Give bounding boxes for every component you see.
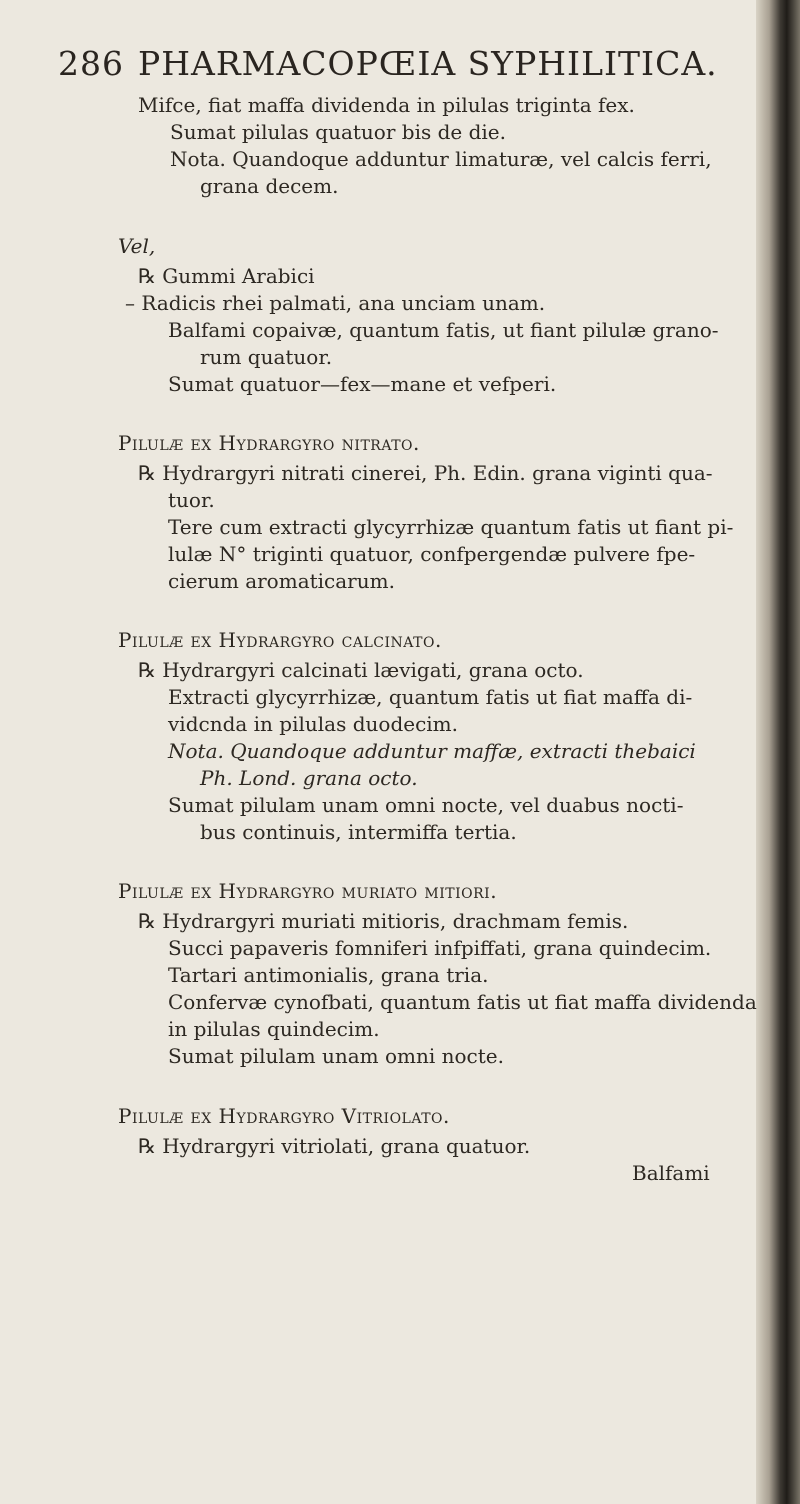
section-heading: Pilulæ ex Hydrargyro Vitriolato. (118, 1104, 450, 1128)
page-header (58, 44, 718, 83)
catchword: Balfami (632, 1161, 710, 1185)
page-number: 286 (58, 44, 124, 83)
text-line: Succi papaveris fomniferi infpiffati, grana quindecim. (168, 936, 712, 960)
text-line: ℞ Hydrargyri calcinati lævigati, grana octo. (138, 658, 584, 682)
running-title: PHARMACOPŒIA SYPHILITICA. (138, 44, 718, 83)
text-line: grana decem. (200, 174, 339, 198)
text-line: Balfami copaivæ, quantum fatis, ut fiant pilulæ grano- (168, 318, 719, 342)
text-line: Nota. Quandoque adduntur maffæ, extracti thebaici (168, 739, 696, 763)
text-line: Tere cum extracti glycyrrhizæ quantum fatis ut fiant pi- (168, 515, 734, 539)
text-line: Mifce, fiat maffa dividenda in pilulas triginta fex. (138, 93, 635, 117)
text-line: Sumat pilulam unam omni nocte, vel duabus nocti- (168, 793, 684, 817)
text-line: ℞ Gummi Arabici (138, 264, 315, 288)
text-line: in pilulas quindecim. (168, 1017, 380, 1041)
text-line: Sumat quatuor—fex—mane et vefperi. (168, 372, 557, 396)
text-line: Sumat pilulas quatuor bis de die. (170, 120, 506, 144)
text-line: ℞ Hydrargyri muriati mitioris, drachmam femis. (138, 909, 629, 933)
book-binding-edge (756, 0, 800, 1504)
text-line: tuor. (168, 488, 215, 512)
text-line: Ph. Lond. grana octo. (200, 766, 418, 790)
section-heading: Pilulæ ex Hydrargyro muriato mitiori. (118, 879, 498, 903)
text-line: Sumat pilulam unam omni nocte. (168, 1044, 504, 1068)
section-heading: Pilulæ ex Hydrargyro nitrato. (118, 431, 420, 455)
text-line: cierum aromaticarum. (168, 569, 395, 593)
section-heading: Pilulæ ex Hydrargyro calcinato. (118, 628, 442, 652)
text-line: Extracti glycyrrhizæ, quantum fatis ut fiat maffa di- (168, 685, 693, 709)
text-line: bus continuis, intermiffa tertia. (200, 820, 517, 844)
text-line: Tartari antimonialis, grana tria. (168, 963, 489, 987)
text-line: Nota. Quandoque adduntur limaturæ, vel calcis ferri, (170, 147, 712, 171)
text-line: rum quatuor. (200, 345, 333, 369)
text-line: ℞ Hydrargyri vitriolati, grana quatuor. (138, 1134, 531, 1158)
text-line: Confervæ cynofbati, quantum fatis ut fiat maffa dividenda (168, 990, 757, 1014)
text-line: lulæ N° triginti quatuor, confpergendæ pulvere fpe- (168, 542, 696, 566)
text-line: – Radicis rhei palmati, ana unciam unam. (125, 291, 546, 315)
text-line: ℞ Hydrargyri nitrati cinerei, Ph. Edin. grana viginti qua- (138, 461, 713, 485)
text-line: vidcnda in pilulas duodecim. (168, 712, 458, 736)
text-line: Vel, (118, 234, 156, 258)
